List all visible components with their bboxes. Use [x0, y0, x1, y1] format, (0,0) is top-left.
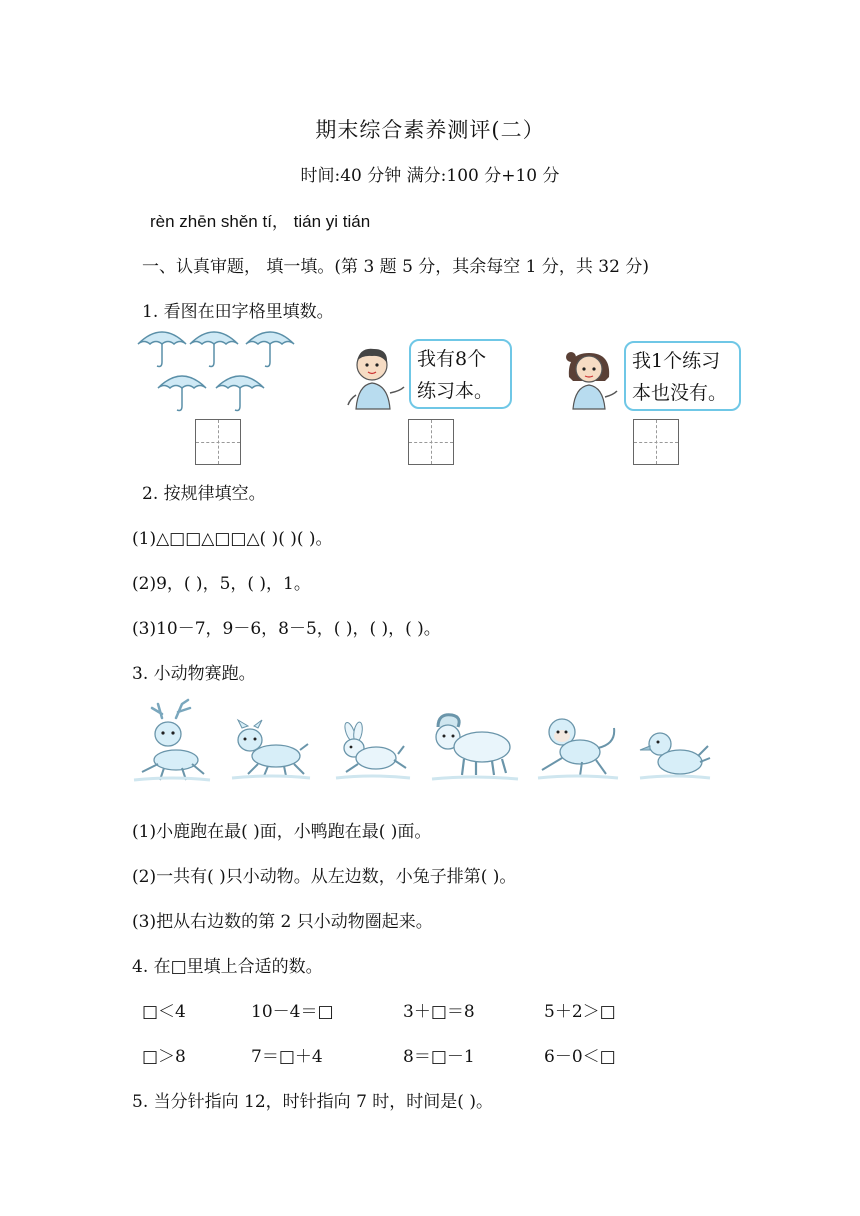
rabbit-icon — [332, 724, 412, 782]
question-2: 2. 按规律填空。 — [142, 484, 266, 504]
pinyin-line: rèn zhēn shěn tí， tián yi tián — [150, 212, 371, 231]
monkey-icon — [536, 714, 620, 782]
q4-item: □＜4 — [142, 1002, 186, 1022]
speech-bubble-girl: 我1个练习 本也没有。 — [624, 341, 741, 411]
q4-item: 3＋□＝8 — [403, 1002, 475, 1022]
q4-item: 6－0＜□ — [544, 1047, 616, 1067]
q4-item: 5＋2＞□ — [544, 1002, 616, 1022]
question-4: 4. 在□里填上合适的数。 — [132, 957, 323, 977]
q2-part-1: (1)△□□△□□△( )( )( )。 — [132, 529, 333, 549]
deer-icon — [132, 700, 212, 784]
question-5: 5. 当分针指向 12，时针指向 7 时，时间是( )。 — [132, 1092, 493, 1112]
q4-item: 10－4＝□ — [251, 1002, 334, 1022]
sheep-icon — [428, 709, 520, 783]
duck-icon — [638, 728, 712, 782]
question-3: 3. 小动物赛跑。 — [132, 664, 256, 684]
q4-item: 8＝□－1 — [403, 1047, 475, 1067]
q4-item: 7＝□＋4 — [251, 1047, 323, 1067]
section-heading: 一、认真审题， 填一填。(第 3 题 5 分，其余每空 1 分，共 32 分) — [142, 257, 649, 277]
speech-bubble-boy: 我有8个 练习本。 — [409, 339, 512, 409]
q3-part-3: (3)把从右边数的第 2 只小动物圈起来。 — [132, 912, 433, 932]
boy-icon — [346, 343, 406, 413]
dog-icon — [228, 722, 312, 782]
q4-item: □＞8 — [142, 1047, 186, 1067]
tianzige-box-2[interactable] — [408, 419, 454, 465]
q2-part-3: (3)10－7，9－6，8－5，( )，( )，( )。 — [132, 619, 441, 639]
page-title: 期末综合素养测评(二） — [315, 118, 545, 142]
question-1: 1. 看图在田字格里填数。 — [142, 302, 334, 322]
q3-part-2: (2)一共有( )只小动物。从左边数，小兔子排第( )。 — [132, 867, 517, 887]
exam-info: 时间:40 分钟 满分:100 分+10 分 — [300, 166, 560, 186]
tianzige-box-1[interactable] — [195, 419, 241, 465]
q2-part-2: (2)9，( )，5，( )，1。 — [132, 574, 311, 594]
tianzige-box-3[interactable] — [633, 419, 679, 465]
q3-part-1: (1)小鹿跑在最( )面，小鸭跑在最( )面。 — [132, 822, 432, 842]
girl-icon — [561, 347, 621, 411]
umbrellas-icon — [134, 322, 304, 414]
